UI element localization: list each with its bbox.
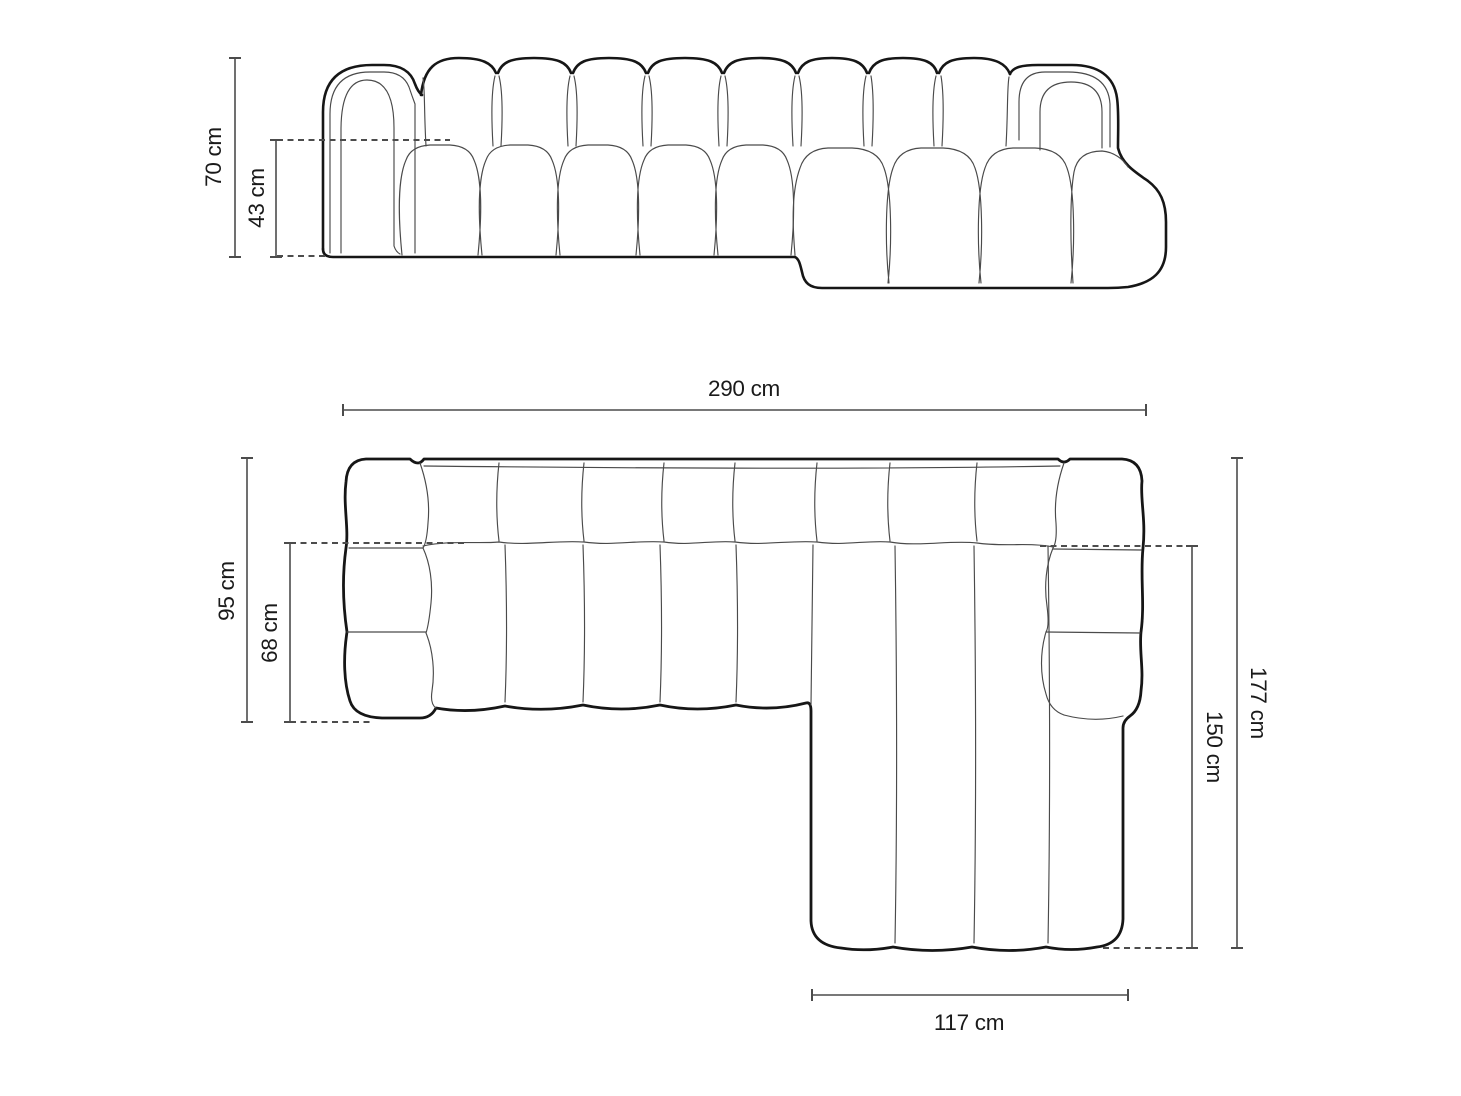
front-right-arm-chaise-outline — [795, 65, 1166, 288]
top-seat-channels — [505, 545, 738, 702]
top-sofa-outline — [343, 459, 1143, 951]
top-left-arm-divisions — [347, 548, 426, 632]
front-overall-height-label: 70 cm — [201, 127, 226, 187]
front-dimensions — [201, 58, 450, 257]
front-seat-height-label: 43 cm — [244, 168, 269, 228]
front-view — [201, 58, 1166, 288]
top-right-arm-divisions — [1046, 549, 1141, 633]
top-body-depth-label: 95 cm — [214, 561, 239, 621]
front-right-arm-piping — [1019, 72, 1110, 147]
top-view — [214, 376, 1271, 1035]
front-chaise-cushions — [793, 148, 1128, 283]
front-back-cushion-tops — [421, 58, 1010, 95]
front-seat-cushions — [399, 145, 793, 255]
top-backrest-channels — [497, 463, 977, 541]
top-arm-chaise-boundary — [1064, 715, 1123, 719]
top-chaise-channels — [811, 545, 1050, 943]
front-sofa-outline — [323, 58, 1166, 288]
top-outer-outline — [343, 459, 1143, 951]
top-overall-depth-label: 177 cm — [1246, 667, 1271, 739]
top-backrest-piping — [424, 466, 1060, 468]
front-left-arm-piping — [330, 72, 415, 253]
front-back-cushion-sides — [423, 76, 1009, 146]
top-left-arm-inner-edge — [420, 463, 436, 708]
top-overall-width-label: 290 cm — [708, 376, 780, 401]
top-backrest-front-edge — [423, 542, 1053, 547]
top-seat-depth-label: 68 cm — [257, 603, 282, 663]
front-left-arm-inner-panel — [341, 80, 400, 254]
top-chaise-depth-label: 150 cm — [1202, 711, 1227, 783]
top-chaise-width-label: 117 cm — [933, 1010, 1005, 1035]
front-right-arm-inner-panel — [1040, 82, 1102, 150]
top-right-arm-inner-edge — [1042, 463, 1065, 715]
